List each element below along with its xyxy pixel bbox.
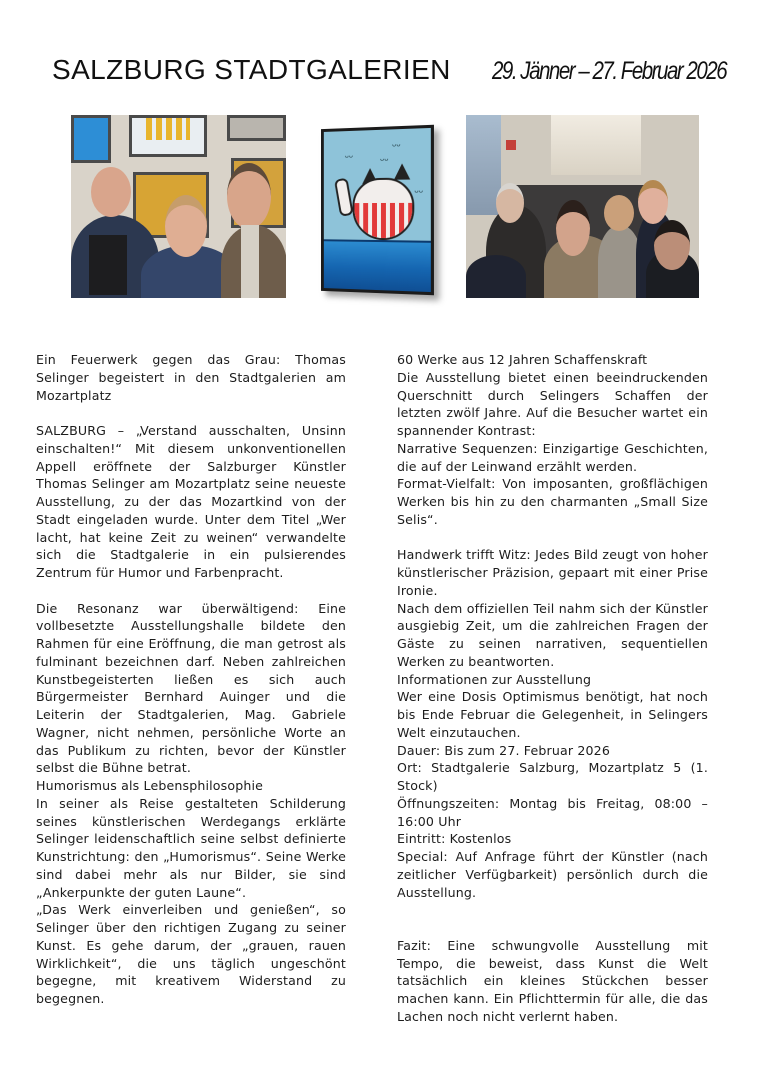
cat-figure: [352, 177, 414, 240]
list-item-narrative: Narrative Sequenzen: Einzigartige Geschichten, die auf der Leinwand erzählt werden.: [397, 440, 708, 474]
person-head: [556, 200, 590, 256]
person-head: [91, 167, 131, 217]
person-head: [604, 195, 634, 231]
wall-painting: [227, 115, 286, 141]
sea-waves: [324, 239, 431, 292]
info-duration: Dauer: Bis zum 27. Februar 2026: [397, 742, 610, 758]
person-head: [165, 195, 207, 257]
page-header: [0, 0, 763, 110]
article-conclusion: Fazit: Eine schwungvolle Ausstellung mit Tempo, die beweist, dass Kunst die Welt tatsächlich ein kleines Stückchen besser machen kann. Ein Pflichttermin für alle, die das Lachen noch nicht verlernt haben.: [397, 937, 708, 1024]
article-intro: SALZBURG – „Verstand ausschalten, Unsinn einschalten!“ Mit diesem unkonventionellen Appell eröffnete der Salzburger Künstler Thomas Selinger am Mozartplatz seine neueste Ausstellung, zu der das Mozartkind von der Stadt eingeladen wurde. Unter dem Titel „Wer lacht, hat keine Zeit zu weinen“ verwandelte sich die Stadtgalerie in ein pulsierendes Zentrum für Humor und Farbenpracht.: [36, 423, 346, 580]
exhibition-dates: 29. Jänner – 27. Februar 2026: [492, 57, 727, 85]
cat-shirt: [354, 203, 412, 238]
painting-flying-cat: [314, 122, 442, 300]
subheading-humor: Humorismus als Lebensphilosophie: [36, 778, 264, 793]
exit-sign: [506, 140, 516, 150]
article-paragraph-resonance: Die Resonanz war überwältigend: Eine vollbesetzte Ausstellungshalle bildete den Rahmen für eine Eröffnung, die man getrost als fulminant bezeichnen darf. Neben zahlreichen Kunstbegeisterten ließen es sich auch Bürgermeister Bernhard Auinger und die Leiterin der Stadtgalerien, Mag. Gabriele Wagner, nicht nehmen, persönliche Worte an das Publikum zu richten, bevor der Künstler selbst die Bühne betrat.: [36, 600, 346, 776]
cat-ear: [394, 163, 410, 179]
info-location: Ort: Stadtgalerie Salzburg, Mozartplatz 5 (1. Stock): [397, 760, 708, 793]
article-paragraph-after: Nach dem offiziellen Teil nahm sich der Künstler ausgiebig Zeit, um die zahlreichen Fragen der Gäste zu seinen narrativen, sequentiellen Werken zu beantworten.: [397, 600, 708, 669]
article-column-left: [36, 351, 346, 1008]
person-head: [227, 163, 271, 229]
info-intro: Wer eine Dosis Optimismus benötigt, hat noch bis Ende Februar die Gelegenheit, in Selingers Welt einzutauchen.: [397, 689, 708, 740]
person-head: [496, 183, 524, 223]
article-headline: Ein Feuerwerk gegen das Grau: Thomas Selinger begeistert in den Stadtgalerien am Mozartplatz: [36, 352, 346, 403]
list-item-craft: Handwerk trifft Witz: Jedes Bild zeugt von hoher künstlerischer Präzision, gepaart mit einer Prise Ironie.: [397, 547, 708, 598]
info-special: Special: Auf Anfrage führt der Künstler (nach zeitlicher Verfügbarkeit) persönlich durch die Ausstellung.: [397, 849, 708, 900]
person-head: [638, 180, 668, 224]
info-admission: Eintritt: Kostenlos: [397, 831, 512, 847]
person: [466, 255, 526, 298]
article-column-right: [397, 351, 708, 1026]
photo-crowd-hallway: [466, 115, 699, 298]
article-paragraph-works: Die Ausstellung bietet einen beeindruckenden Querschnitt durch Selingers Schaffen der letzten zwölf Jahre. Auf die Besucher wartet ein spannender Kontrast:: [397, 369, 708, 438]
bird-icon: ᴗᴗ: [391, 140, 401, 149]
bird-icon: ᴗᴗ: [379, 154, 389, 163]
subheading-info: Informationen zur Ausstellung: [397, 671, 592, 687]
person-head: [654, 220, 690, 270]
info-hours: Öffnungszeiten: Montag bis Freitag, 08:00 – 16:00 Uhr: [397, 795, 708, 829]
wall-painting: [71, 115, 111, 163]
cat-tail: [334, 178, 354, 217]
article-paragraph-humor: In seiner als Reise gestalteten Schilderung seines künstlerischen Werdegangs erklärte Selinger leidenschaftlich seine selbst definierte Kunstrichtung: den „Humorismus“. Seine Werke sind dabei mehr als nur Bilder, sie sind „Ankerpunkte der guten Laune“.: [36, 795, 346, 900]
painting-canvas: [321, 125, 434, 296]
wall-painting: [129, 115, 207, 157]
hallway-ceiling: [551, 115, 641, 175]
page-title: SALZBURG STADTGALERIEN: [52, 54, 451, 85]
photo-opening-guests: [71, 115, 286, 298]
list-item-format: Format-Vielfalt: Von imposanten, großflächigen Werken bis hin zu den charmanten „Small Size Selis“.: [397, 476, 708, 527]
subheading-works: 60 Werke aus 12 Jahren Schaffenskraft: [397, 352, 648, 367]
bird-icon: ᴗᴗ: [414, 186, 424, 195]
article-paragraph-quote: „Das Werk einverleiben und genießen“, so Selinger über den richtigen Zugang zu seiner Kunst. Es gehe darum, der „grauen, rauen Wirklichkeit“, die uns täglich ungeschönt begegne, mit kreativem Widerstand zu begegnen.: [36, 902, 346, 1006]
bird-icon: ᴗᴗ: [344, 151, 354, 160]
